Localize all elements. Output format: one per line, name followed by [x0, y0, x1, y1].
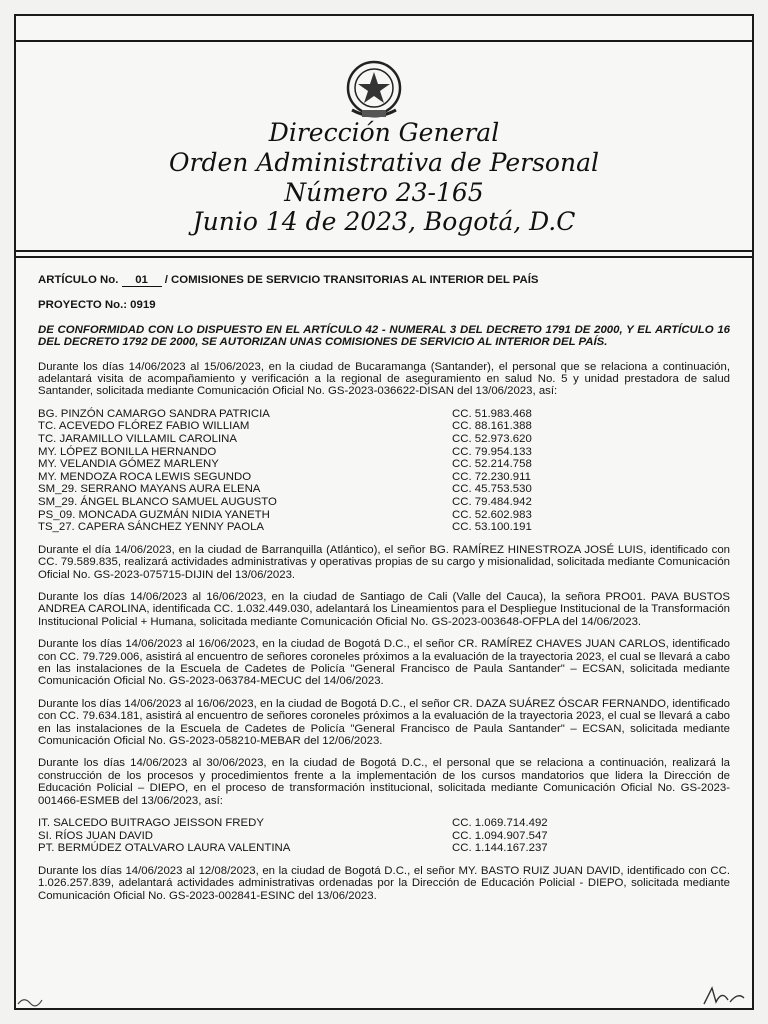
person-id: CC. 52.973.620	[452, 433, 532, 446]
person-id: CC. 1.094.907.547	[452, 829, 548, 842]
article-heading	[38, 274, 730, 287]
person-id: CC. 53.100.191	[452, 521, 532, 534]
paragraph-5: Durante los días 14/06/2023 al 16/06/2023, en la ciudad de Bogotá D.C., el señor CR. DAZA SUÁREZ ÓSCAR FERNANDO, identificado con CC. 79.634.181, asistirá al encuentro de señores coroneles próximos a la evaluación de la trayectoria 2023, el cual se llevará a cabo en las instalaciones de la Escuela de Cadetes de Policía "General Francisco de Paula Santander" – ECSAN, solicitada mediante Comunicación Oficial No. GS-2023-058210-MEBAR del 12/06/2023.	[38, 697, 730, 748]
person-name: TS_27. CAPERA SÁNCHEZ YENNY PAOLA	[38, 521, 264, 534]
person-id: CC. 51.983.468	[452, 407, 532, 420]
header-directorate: Dirección General	[268, 118, 500, 147]
list-item	[38, 458, 730, 471]
list-item	[38, 433, 730, 446]
paragraph-2: Durante el día 14/06/2023, en la ciudad de Barranquilla (Atlántico), el señor BG. RAMÍREZ HINESTROZA JOSÉ LUIS, identificado con CC. 79.589.835, realizará actividades administrativas y operativas propias de su cargo y misionalidad, solicitada mediante Comunicación Oficial No. GS-2023-075715-DIJIN del 13/06/2023.	[38, 543, 730, 581]
person-name: PS_09. MONCADA GUZMÁN NIDIA YANETH	[38, 508, 270, 521]
person-name: SM_29. ÁNGEL BLANCO SAMUEL AUGUSTO	[38, 496, 277, 508]
person-id: CC. 88.161.388	[452, 420, 532, 433]
paragraph-6: Durante los días 14/06/2023 al 30/06/2023, en la ciudad de Bogotá D.C., el personal que se relaciona a continuación, realizará la construcción de los procesos y procedimientos frente a la implementación de los cursos mandatorios que lidera la Dirección de Educación Policial – DIEPO, en el proceso de transformación institucional, solicitada mediante Comunicación Oficial No. GS-2023-001466-ESMEB del 13/06/2023, así:	[38, 757, 730, 807]
header-rule-1	[14, 250, 754, 252]
list-item	[38, 521, 730, 534]
person-name: TC. JARAMILLO VILLAMIL CAROLINA	[38, 433, 237, 446]
header-order-type: Orden Administrativa de Personal	[169, 148, 599, 177]
personnel-list-2	[38, 817, 730, 855]
list-item	[38, 496, 730, 509]
preamble: DE CONFORMIDAD CON LO DISPUESTO EN EL ARTÍCULO 42 - NUMERAL 3 DEL DECRETO 1791 DE 2000, Y EL ARTÍCULO 16 DEL DECRETO 1792 DE 2000, SE AUTORIZAN UNAS COMISIONES DE SERVICIO AL INTERIOR DEL PAÍS.	[38, 323, 730, 349]
personnel-list-1	[38, 408, 730, 534]
person-id: CC. 1.069.714.492	[452, 817, 548, 830]
list-item	[38, 420, 730, 433]
header-order-number: Número 23-165	[284, 178, 484, 207]
list-item	[38, 509, 730, 522]
list-item	[38, 483, 730, 496]
person-name: BG. PINZÓN CAMARGO SANDRA PATRICIA	[38, 407, 270, 420]
paragraph-3: Durante los días 14/06/2023 al 16/06/2023, en la ciudad de Santiago de Cali (Valle del Cauca), la señora PRO01. PAVA BUSTOS ANDREA CAROLINA, identificada CC. 1.032.449.030, adelantará los Lineamientos para el Despliegue Institucional de la Transformación Institucional Policial + Humana, solicitada mediante Comunicación Oficial No. GS-2023-003648-OFPLA del 14/06/2023.	[38, 591, 730, 628]
signature-initials-icon	[700, 984, 750, 1010]
person-id: CC. 79.484.942	[452, 496, 532, 508]
list-item	[38, 471, 730, 484]
person-id: CC. 52.602.983	[452, 508, 532, 521]
police-seal-icon	[338, 58, 410, 124]
list-item	[38, 817, 730, 830]
document-body	[38, 274, 730, 912]
person-name: SI. RÍOS JUAN DAVID	[38, 829, 153, 842]
list-item	[38, 446, 730, 459]
person-name: MY. VELANDIA GÓMEZ MARLENY	[38, 458, 219, 471]
scribble-mark-icon	[16, 994, 46, 1008]
person-id: CC. 52.214.758	[452, 458, 532, 471]
paragraph-4: Durante los días 14/06/2023 al 16/06/2023, en la ciudad de Bogotá D.C., el señor CR. RAMÍREZ CHAVES JUAN CARLOS, identificado con CC. 79.729.006, asistirá al encuentro de señores coroneles próximos a la evaluación de la trayectoria 2023, el cual se llevará a cabo en las instalaciones de la Escuela de Cadetes de Policía "General Francisco de Paula Santander" – ECSAN, solicitada mediante Comunicación Oficial No. GS-2023-063784-MECUC del 14/06/2023.	[38, 638, 730, 688]
project-number: PROYECTO No.: 0919	[38, 299, 156, 312]
person-id: CC. 45.753.530	[452, 483, 532, 496]
top-rule	[14, 40, 754, 42]
list-item	[38, 408, 730, 421]
person-id: CC. 79.954.133	[452, 445, 532, 458]
person-name: MY. LÓPEZ BONILLA HERNANDO	[38, 445, 217, 458]
article-label: ARTÍCULO No.	[38, 274, 119, 286]
person-name: PT. BERMÚDEZ OTALVARO LAURA VALENTINA	[38, 842, 291, 855]
person-id: CC. 1.144.167.237	[452, 842, 548, 855]
person-name: SM_29. SERRANO MAYANS AURA ELENA	[38, 483, 261, 496]
person-name: IT. SALCEDO BUITRAGO JEISSON FREDY	[38, 817, 264, 830]
header-date: Junio 14 de 2023, Bogotá, D.C	[192, 207, 576, 236]
list-item	[38, 830, 730, 843]
person-name: TC. ACEVEDO FLÓREZ FABIO WILLIAM	[38, 420, 250, 433]
list-item	[38, 842, 730, 855]
article-title: / COMISIONES DE SERVICIO TRANSITORIAS AL INTERIOR DEL PAÍS	[164, 274, 539, 286]
person-id: CC. 72.230.911	[452, 470, 531, 483]
person-name: MY. MENDOZA ROCA LEWIS SEGUNDO	[38, 470, 252, 483]
paragraph-1: Durante los días 14/06/2023 al 15/06/2023, en la ciudad de Bucaramanga (Santander), el personal que se relaciona a continuación, adelantará visita de acompañamiento y verificación a la regional de aseguramiento en salud No. 5 y unidad prestadora de salud Santander, solicitada mediante Comunicación Oficial No. GS-2023-036622-DISAN del 13/06/2023, así:	[38, 360, 730, 398]
header-rule-2	[14, 256, 754, 258]
paragraph-7: Durante los días 14/06/2023 al 12/08/2023, en la ciudad de Bogotá D.C., el señor MY. BASTO RUIZ JUAN DAVID, identificado con CC. 1.026.257.839, adelantará actividades administrativas ordenadas por la Dirección de Educación Policial - DIEPO, solicitada mediante Comunicación Oficial No. GS-2023-002841-ESINC del 13/06/2023.	[38, 864, 730, 902]
article-number: 01	[122, 274, 162, 287]
